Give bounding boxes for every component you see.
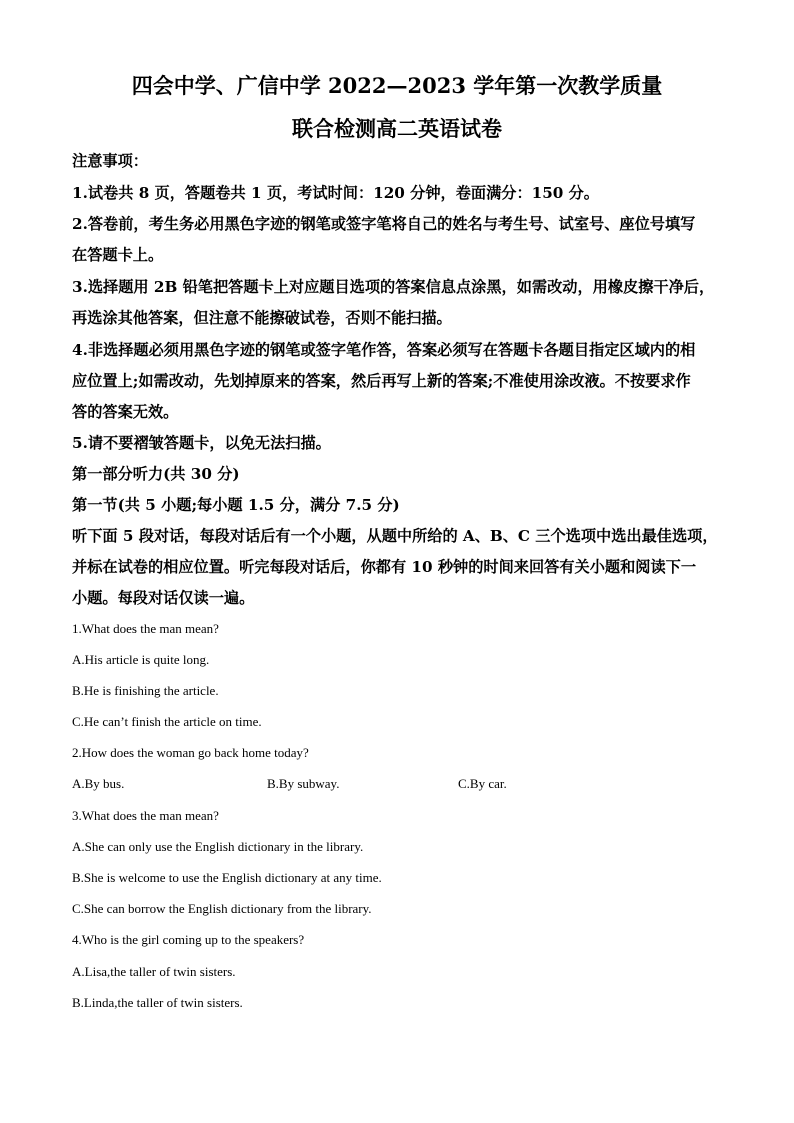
question-1-option-b: B.He is finishing the article. (72, 683, 219, 698)
question-2-option-a: A.By bus. (72, 776, 125, 791)
note-line: 5.请不要褶皱答题卡，以免无法扫描。 (72, 434, 331, 452)
question-2-option-c: C.By car. (458, 776, 507, 791)
note-line: 4.非选择题必须用黑色字迹的钢笔或签字笔作答，答案必须写在答题卡各题目指定区域内的相 (72, 341, 696, 359)
question-4-option-a: A.Lisa,the taller of twin sisters. (72, 964, 236, 979)
question-3-option-a: A.She can only use the English dictionary in the library. (72, 839, 364, 854)
note-line: 再选涂其他答案，但注意不能擦破试卷，否则不能扫描。 (72, 309, 452, 327)
note-line: 答的答案无效。 (72, 403, 179, 421)
exam-title-line1: 四会中学、广信中学 2022—2023 学年第一次教学质量 (131, 73, 663, 98)
instruction-line: 听下面 5 段对话，每段对话后有一个小题，从题中所给的 A、B、C 三个选项中选出最佳选项， (72, 527, 718, 545)
question-4-stem: 4.Who is the girl coming up to the speakers? (72, 932, 305, 947)
note-line: 3.选择题用 2B 铅笔把答题卡上对应题目选项的答案信息点涂黑，如需改动，用橡皮擦干净后， (72, 278, 715, 296)
question-2-option-b: B.By subway. (267, 776, 340, 791)
question-3-option-c: C.She can borrow the English dictionary from the library. (72, 901, 372, 916)
question-3-stem: 3.What does the man mean? (72, 808, 219, 823)
question-1-option-a: A.His article is quite long. (72, 652, 210, 667)
note-line: 2.答卷前，考生务必用黑色字迹的钢笔或签字笔将自己的姓名与考生号、试室号、座位号填写 (72, 215, 696, 233)
question-2-stem: 2.How does the woman go back home today? (72, 745, 309, 760)
question-3-option-b: B.She is welcome to use the English dictionary at any time. (72, 870, 382, 885)
note-line: 应位置上;如需改动，先划掉原来的答案，然后再写上新的答案;不准使用涂改液。不按要求作 (72, 372, 691, 390)
part1-heading: 第一部分听力(共 30 分) (72, 465, 240, 483)
exam-title-line2: 联合检测高二英语试卷 (292, 116, 502, 141)
notes-heading: 注意事项： (72, 152, 148, 170)
question-4-option-b: B.Linda,the taller of twin sisters. (72, 995, 243, 1010)
question-1-option-c: C.He can’t finish the article on time. (72, 714, 262, 729)
question-1-stem: 1.What does the man mean? (72, 621, 219, 636)
instruction-line: 并标在试卷的相应位置。听完每段对话后，你都有 10 秒钟的时间来回答有关小题和阅读下一 (72, 558, 697, 576)
instruction-line: 小题。每段对话仅读一遍。 (72, 589, 255, 607)
note-line: 在答题卡上。 (72, 246, 164, 264)
note-line: 1.试卷共 8 页，答题卷共 1 页，考试时间：120 分钟，卷面满分：150 分。 (72, 184, 599, 202)
section1-heading: 第一节(共 5 小题;每小题 1.5 分，满分 7.5 分) (72, 496, 400, 514)
